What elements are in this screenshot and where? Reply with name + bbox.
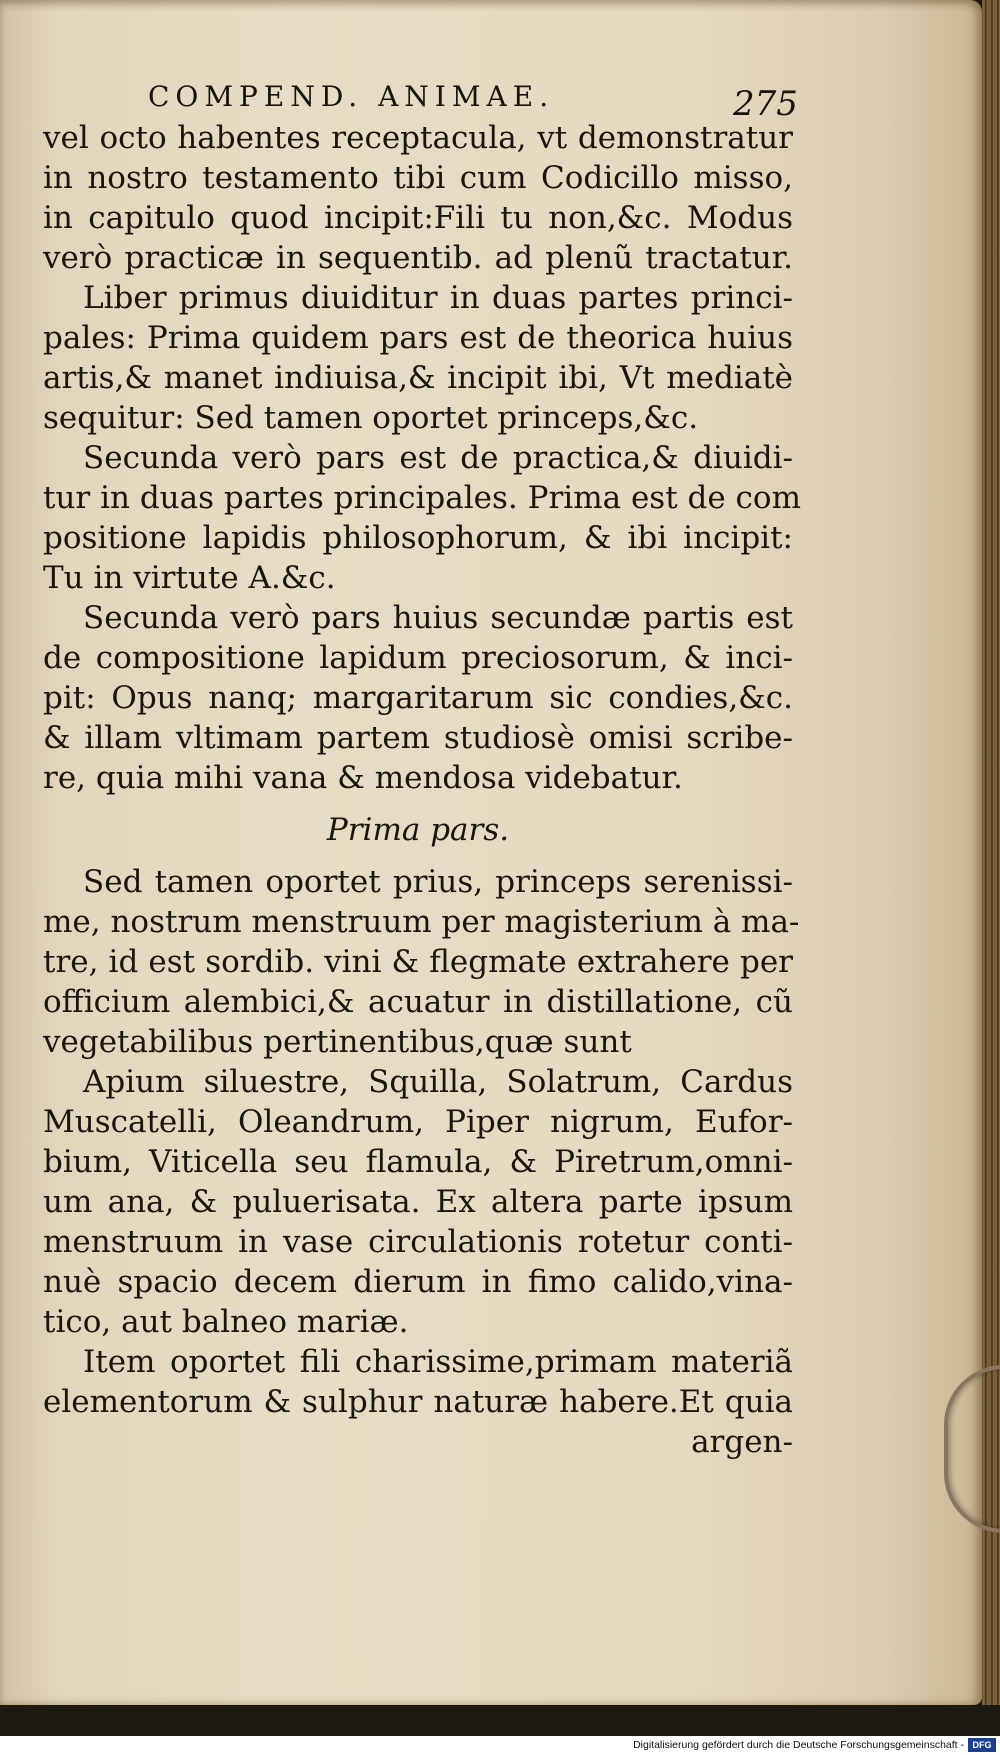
text-line: elementorum & sulphur naturæ habere.Et quia	[43, 1384, 793, 1420]
text-line: pit: Opus nanq; margaritarum sic condies,&c.	[43, 680, 793, 716]
text-line: bium, Viticella seu flamula, & Piretrum,omni-	[43, 1144, 793, 1180]
text-line: Apium siluestre, Squilla, Solatrum, Cardus	[83, 1064, 793, 1100]
catchword: argen-	[691, 1424, 793, 1460]
text-line: & illam vltimam partem studiosè omisi scribe-	[43, 720, 793, 756]
text-line: me, nostrum menstruum per magisterium à ma-	[43, 904, 800, 940]
text-line: um ana, & puluerisata. Ex altera parte ipsum	[43, 1184, 793, 1220]
text-line: Secunda verò pars huius secundæ partis est	[83, 600, 793, 636]
text-line: verò practicæ in sequentib. ad plenũ tractatur.	[43, 240, 793, 276]
text-line: de compositione lapidum preciosorum, & inci-	[43, 640, 793, 676]
text-line: Muscatelli, Oleandrum, Piper nigrum, Eufor-	[43, 1104, 793, 1140]
body-text	[43, 118, 801, 1462]
text-line: Liber primus diuiditur in duas partes princi-	[83, 280, 793, 316]
text-line: nuè spacio decem dierum in fimo calido,vina-	[43, 1264, 793, 1300]
text-line: tre, id est sordib. vini & flegmate extrahere per	[43, 944, 793, 980]
text-line: sequitur: Sed tamen oportet princeps,&c.	[43, 400, 699, 436]
section-heading: Prima pars.	[326, 812, 510, 848]
text-line: positione lapidis philosophorum, & ibi incipit:	[43, 520, 793, 556]
digitization-credit: Digitalisierung gefördert durch die Deutsche Forschungsgemeinschaft -	[633, 1739, 964, 1751]
text-line: pales: Prima quidem pars est de theorica huius	[43, 320, 793, 356]
text-line: in nostro testamento tibi cum Codicillo misso,	[43, 160, 793, 196]
text-line: re, quia mihi vana & mendosa videbatur.	[43, 760, 683, 796]
text-line: vel octo habentes receptacula, vt demonstratur	[43, 120, 793, 156]
text-line: menstruum in vase circulationis rotetur conti-	[43, 1224, 793, 1260]
text-line: in capitulo quod incipit:Fili tu non,&c. Modus	[43, 200, 793, 236]
text-line: tur in duas partes principales. Prima est de com	[43, 480, 801, 516]
running-title: COMPEND. ANIMAE.	[148, 80, 555, 113]
text-line: artis,& manet indiuisa,& incipit ibi, Vt mediatè	[43, 360, 793, 396]
text-line: Sed tamen oportet prius, princeps serenissi-	[83, 864, 793, 900]
text-line: officium alembici,& acuatur in distillatione, cũ	[43, 984, 793, 1020]
text-line: Item oportet fili charissime,primam materiã	[83, 1344, 793, 1380]
text-line: tico, aut balneo mariæ.	[43, 1304, 409, 1340]
text-line: vegetabilibus pertinentibus,quæ sunt	[43, 1024, 632, 1060]
text-line: Tu in virtute A.&c.	[43, 560, 336, 596]
text-line: Secunda verò pars est de practica,& diuidi-	[83, 440, 793, 476]
page-number: 275	[733, 84, 798, 124]
dfg-logo: DFG	[968, 1738, 996, 1752]
